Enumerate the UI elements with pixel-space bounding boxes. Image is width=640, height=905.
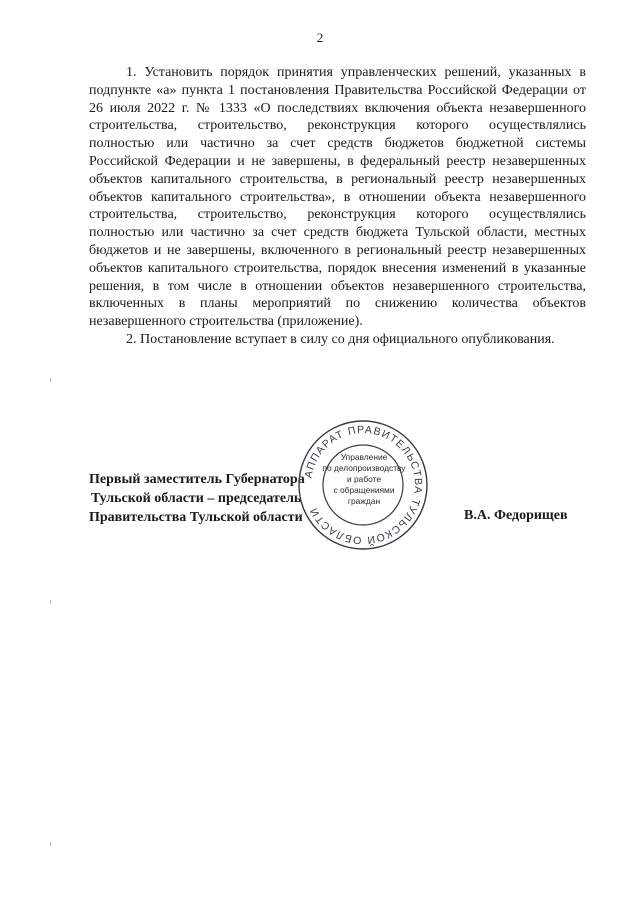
stamp-center-text xyxy=(316,452,412,507)
signatory-position-line-1: Первый заместитель Губернатора xyxy=(89,472,305,487)
signatory-position xyxy=(89,470,305,527)
stamp-center-line: с обращениями xyxy=(333,485,395,495)
stamp-center-line: по делопроизводству xyxy=(322,463,406,473)
scan-speck xyxy=(50,378,51,382)
paragraph-1: 1. Установить порядок принятия управленческих решений, указанных в подпункте «а» пункта 1 постановления Правительства Российской Федерации от 26 июля 2022 г. № 1333 «О последствиях включения объекта незавершенного строительства, строительство, реконструкция которого осуществлялись полностью или частично за счет средств бюджетов бюджетной системы Российской Федерации и не завершены, в федеральный реестр незавершенных объектов капитального строительства, в региональный реестр незавершенных объектов капитального строительства», в отношении объекта незавершенного строительства, строительство, реконструкция которого осуществлялись полностью или частично за счет средств бюджета Тульской области, местных бюджетов и не завершены, включенного в региональный реестр незавершенных объектов капитального строительства, порядок внесения изменений в указанные решения, в том числе в отношении объектов незавершенного строительства, включенных в планы мероприятий по снижению количества объектов незавершенного строительства (приложение). xyxy=(89,65,586,330)
page-number: 2 xyxy=(316,30,324,45)
signatory-name: В.А. Федорищев xyxy=(464,508,568,523)
scan-speck xyxy=(50,600,51,604)
signatory-position-line-3: Правительства Тульской области xyxy=(89,510,303,525)
stamp-center-line: граждан xyxy=(347,496,381,506)
resolution-text xyxy=(89,64,586,349)
stamp-ring-text: АППАРАТ ПРАВИТЕЛЬСТВА ТУЛЬСКОЙ ОБЛАСТИ xyxy=(302,423,425,547)
paragraph-2: 2. Постановление вступает в силу со дня официального опубликования. xyxy=(126,331,555,347)
stamp-center-line: и работе xyxy=(347,474,381,484)
signatory-position-line-2: Тульской области – председатель xyxy=(91,491,302,506)
scan-speck xyxy=(50,842,51,846)
stamp-center-line: Управление xyxy=(340,452,388,462)
